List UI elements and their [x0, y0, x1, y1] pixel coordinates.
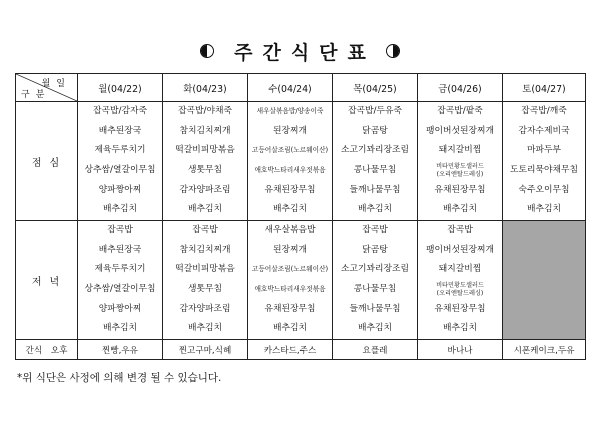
- snack-cell: 바나나: [418, 340, 503, 360]
- menu-items: [333, 221, 417, 339]
- menu-item: 감자양파조림: [179, 184, 231, 195]
- snack-label: 간식 오후: [16, 340, 78, 360]
- footnote: *위 식단은 사정에 의해 변경 될 수 있습니다.: [17, 372, 222, 384]
- menu-item: 배추김치: [188, 323, 222, 334]
- menu-item: 닭곰탕: [362, 125, 388, 136]
- menu-item: 애호박느타리새우젓볶음: [254, 166, 326, 175]
- menu-item: 숙주오이무침: [518, 184, 570, 195]
- lunch-cell: [333, 102, 418, 221]
- menu-item: 마파두부: [527, 145, 561, 156]
- menu-item: 배추김치: [273, 323, 307, 334]
- menu-item: 제육두루치기: [94, 264, 146, 275]
- day-header: 월(04/22): [78, 74, 163, 102]
- menu-item: 된장찌개: [273, 244, 307, 255]
- menu-item: 콩나물무침: [353, 165, 397, 176]
- menu-item: 배추김치: [188, 204, 222, 215]
- menu-item: 들깨나물무침: [349, 303, 401, 314]
- menu-item: 소고기꽈리장조림: [341, 264, 409, 275]
- menu-item: 팽이버섯된장찌개: [426, 244, 494, 255]
- menu-item: 배추김치: [443, 204, 477, 215]
- menu-item: 잡곡밥/깨죽: [521, 106, 567, 117]
- menu-item: 잡곡밥/두유죽: [348, 106, 402, 117]
- menu-item: 잡곡밥/야채죽: [178, 106, 232, 117]
- snack-cell: 카스타드,주스: [248, 340, 333, 360]
- menu-item: 유채된장무침: [434, 184, 486, 195]
- menu-item: 팽이버섯된장찌개: [426, 125, 494, 136]
- menu-item: 된장찌개: [273, 125, 307, 136]
- menu-item: 양파짱아찌: [98, 303, 142, 314]
- menu-item: 애호박느타리새우젓볶음: [254, 285, 326, 294]
- menu-item: 잡곡밥/감자죽: [93, 106, 147, 117]
- menu-items: [248, 221, 332, 339]
- menu-item: 비타민황도샐러드 (오리엔탈드레싱): [436, 281, 484, 297]
- menu-item: 새우살볶음밥/양송이죽: [256, 107, 324, 116]
- menu-item: 유채된장무침: [434, 303, 486, 314]
- menu-item: 고등어살조림(노르웨이산): [251, 265, 329, 274]
- menu-item: 도토리묵야채무침: [510, 165, 578, 176]
- day-header: 금(04/26): [418, 74, 503, 102]
- snack-cell: 찐고구마,식혜: [163, 340, 248, 360]
- dinner-cell: [333, 221, 418, 340]
- menu-item: 배추김치: [103, 323, 137, 334]
- menu-item: 잡곡밥: [447, 225, 473, 236]
- title-row: [0, 38, 600, 64]
- day-header: 수(04/24): [248, 74, 333, 102]
- corner-category-label: 구분: [21, 90, 51, 100]
- page-title: 주간식단표: [234, 41, 376, 64]
- menu-item: 떡갈비피망볶음: [175, 145, 235, 156]
- menu-item: 유채된장무침: [264, 184, 316, 195]
- menu-item: 배추김치: [443, 323, 477, 334]
- menu-item: 상추쌈/열갈이무침: [84, 284, 156, 295]
- menu-items: [78, 102, 162, 220]
- dinner-cell: [248, 221, 333, 340]
- menu-item: 참치김치찌개: [179, 125, 231, 136]
- menu-item: 잡곡밥: [362, 225, 388, 236]
- menu-item: 잡곡밥: [192, 225, 218, 236]
- menu-item: 배추김치: [527, 204, 561, 215]
- lunch-cell: [163, 102, 248, 221]
- header-row: [16, 74, 586, 102]
- menu-item: 떡갈비피망볶음: [175, 264, 235, 275]
- empty-cell: [503, 221, 586, 340]
- half-circle-left-icon: [200, 44, 214, 58]
- menu-item: 돼지갈비찜: [438, 264, 482, 275]
- dinner-cell: [78, 221, 163, 340]
- menu-items: [248, 102, 332, 220]
- day-header: 목(04/25): [333, 74, 418, 102]
- corner-cell: [16, 74, 78, 102]
- menu-item: 돼지갈비찜: [438, 145, 482, 156]
- lunch-row: [16, 102, 586, 221]
- menu-items: [418, 102, 502, 220]
- dinner-row: [16, 221, 586, 340]
- menu-item: 상추쌈/열갈이무침: [84, 165, 156, 176]
- menu-items: [503, 102, 585, 220]
- lunch-cell: [78, 102, 163, 221]
- snack-row: [16, 340, 586, 360]
- menu-item: 들깨나물무침: [349, 184, 401, 195]
- menu-item: 비타민황도샐러드 (오리엔탈드레싱): [436, 162, 484, 178]
- menu-item: 배추김치: [103, 204, 137, 215]
- menu-item: 배추된장국: [98, 244, 142, 255]
- dinner-cell: [418, 221, 503, 340]
- lunch-cell: [248, 102, 333, 221]
- menu-item: 새우살볶음밥: [264, 225, 316, 236]
- lunch-cell: [418, 102, 503, 221]
- menu-item: 양파짱아찌: [98, 184, 142, 195]
- menu-item: 잡곡밥: [107, 225, 133, 236]
- lunch-cell: [503, 102, 586, 221]
- corner-date-label: 월일: [41, 79, 71, 89]
- menu-item: 고등어살조림(노르웨이산): [251, 146, 329, 155]
- dinner-cell: [163, 221, 248, 340]
- snack-cell: 시폰케이크,두유: [503, 340, 586, 360]
- menu-item: 배추김치: [273, 204, 307, 215]
- lunch-label: 점심: [16, 102, 78, 221]
- snack-cell: 요플레: [333, 340, 418, 360]
- menu-item: 감자양파조림: [179, 303, 231, 314]
- menu-item: 배추김치: [358, 323, 392, 334]
- menu-item: 닭곰탕: [362, 244, 388, 255]
- menu-item: 참치김치찌개: [179, 244, 231, 255]
- menu-item: 생톳무침: [188, 165, 222, 176]
- menu-item: 감자수제비국: [518, 125, 570, 136]
- menu-item: 생톳무침: [188, 284, 222, 295]
- menu-item: 제육두루치기: [94, 145, 146, 156]
- menu-items: [333, 102, 417, 220]
- menu-item: 배추김치: [358, 204, 392, 215]
- menu-items: [78, 221, 162, 339]
- menu-items: [163, 102, 247, 220]
- menu-item: 소고기꽈리장조림: [341, 145, 409, 156]
- menu-items: [163, 221, 247, 339]
- snack-cell: 찐빵,우유: [78, 340, 163, 360]
- menu-item: 콩나물무침: [353, 284, 397, 295]
- day-header: 토(04/27): [503, 74, 586, 102]
- menu-item: 유채된장무침: [264, 303, 316, 314]
- half-circle-right-icon: [386, 44, 400, 58]
- menu-item: 잡곡밥/팥죽: [437, 106, 483, 117]
- day-header: 화(04/23): [163, 74, 248, 102]
- menu-items: [418, 221, 502, 339]
- menu-item: 배추된장국: [98, 125, 142, 136]
- weekly-menu-table: [15, 73, 586, 360]
- dinner-label: 저녁: [16, 221, 78, 340]
